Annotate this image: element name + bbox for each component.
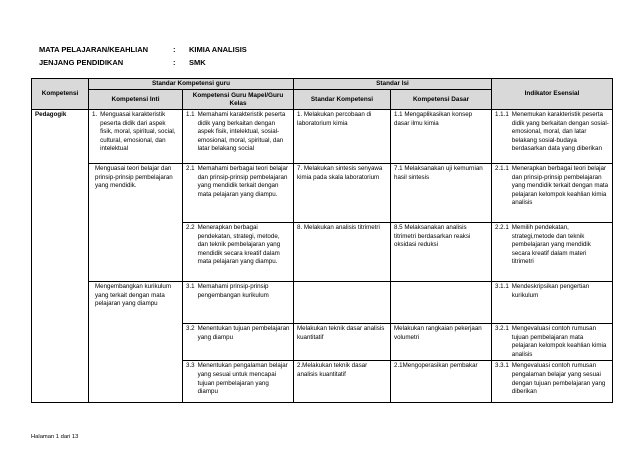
- cell-indikator-esensial: [492, 223, 613, 282]
- subject-label: MATA PELAJARAN/KEAHLIAN: [39, 45, 149, 54]
- kompetensi-inti-number: 1.: [92, 111, 98, 118]
- kompetensi-guru-mapel-number: 3.1: [186, 283, 195, 290]
- indikator-esensial-text: Menemukan karakteristik peserta didik yang berkaitan dengan sosial-emosional, moral, dan latar belakang sosial-budaya berdasarkan data yang diberikan: [511, 111, 609, 153]
- level-row: [39, 56, 247, 69]
- kompetensi-guru-mapel-number: 2.2: [186, 224, 195, 231]
- kompetensi-guru-mapel-number: 2.1: [186, 165, 195, 172]
- cell-kompetensi-guru-mapel: [183, 324, 294, 361]
- table-row: [32, 164, 613, 223]
- header-indikator-esensial: Indikator Esensial: [492, 79, 613, 110]
- cell-indikator-esensial: [492, 282, 613, 324]
- cell-kompetensi-dasar: 8.5 Melaksanakan analisis titrimetri berdasarkan reaksi oksidasi reduksi: [391, 223, 492, 282]
- kompetensi-guru-mapel-text: Menerapkan berbagai pendekatan, strategi, metode, dan teknik pembelajaran yang mendidik secara kreatif dalam mata pelajaran yang diampu.: [197, 224, 281, 266]
- subject-value: KIMIA ANALISIS: [189, 45, 247, 54]
- indikator-esensial-text: Mendeskripsikan pengertian kurikulum: [511, 283, 590, 299]
- cell-indikator-esensial: [492, 110, 613, 164]
- level-value: SMK: [189, 58, 206, 67]
- kompetensi-guru-mapel-number: 1.1: [186, 111, 195, 118]
- header-kompetensi: Kompetensi: [32, 79, 89, 110]
- header-standar-isi: Standar Isi: [294, 79, 492, 90]
- kompetensi-guru-mapel-text: Memahami berbagai teori belajar dan prinsip-prinsip pembelajaran yang mendidik terkait dengan mata pelajaran yang diampu.: [197, 165, 289, 198]
- table-row: [32, 282, 613, 324]
- cell-kompetensi-guru-mapel: [183, 164, 294, 223]
- document-header: [39, 43, 247, 69]
- indikator-esensial-number: 3.2.1: [495, 325, 509, 332]
- level-colon: :: [173, 58, 176, 67]
- cell-indikator-esensial: [492, 164, 613, 223]
- cell-kompetensi-inti: [89, 110, 183, 164]
- cell-standar-kompetensi: [294, 282, 391, 324]
- kompetensi-guru-mapel-text: Menentukan pengalaman belajar yang sesuai untuk mencapai tujuan pembelajaran yang diampu: [197, 362, 288, 396]
- cell-standar-kompetensi: 8. Melakukan analisis titrimetri: [294, 223, 391, 282]
- cell-standar-kompetensi: Melakukan teknik dasar analisis kuantitatif: [294, 324, 391, 361]
- cell-kompetensi-inti: [89, 282, 183, 403]
- indikator-esensial-number: 3.3.1: [495, 362, 509, 370]
- indikator-esensial-number: 3.1.1: [495, 283, 509, 290]
- indikator-esensial-number: 2.1.1: [495, 165, 509, 172]
- kompetensi-inti-text: Menguasai teori belajar dan prinsip-prinsip pembelajaran yang mendidik.: [95, 165, 173, 190]
- kompetensi-guru-mapel-text: Memahami karakteristik peserta didik yang berkaitan dengan aspek fisik, intelektual, sosial-emosional, moral, spiritual, dan latar belakang social: [197, 111, 286, 153]
- kompetensi-guru-mapel-number: 3.3: [186, 362, 195, 370]
- page-footer: Halaman 1 dari 13: [31, 434, 79, 440]
- cell-indikator-esensial: [492, 361, 613, 403]
- cell-kompetensi-inti: [89, 164, 183, 282]
- table-row: [32, 110, 613, 164]
- cell-kompetensi-dasar: 7.1 Melaksanakan uji kemurnian hasil sintesis: [391, 164, 492, 223]
- cell-kompetensi-guru-mapel: [183, 110, 294, 164]
- cell-kompetensi-dasar: 1.1 Mengaplikasikan konsep dasar ilmu kimia: [391, 110, 492, 164]
- indikator-esensial-number: 1.1.1: [495, 111, 509, 118]
- cell-indikator-esensial: [492, 324, 613, 361]
- cell-kompetensi-dasar: 2.1Mengoperasikan pembakar: [391, 361, 492, 403]
- header-standar-kompetensi: Standar Kompetensi: [294, 90, 391, 110]
- competency-table: [31, 78, 613, 403]
- cell-standar-kompetensi: 1. Melakukan percobaan di laboratorium kimia: [294, 110, 391, 164]
- indikator-esensial-number: 2.2.1: [495, 224, 509, 231]
- header-kompetensi-guru-mapel: Kompetensi Guru Mapel/Guru Kelas: [183, 90, 294, 110]
- cell-standar-kompetensi: 2.Melakukan teknik dasar analisis kuantitatif: [294, 361, 391, 403]
- indikator-esensial-text: Menerapkan berbagai teori belajar dan prinsip-prinsip pembelajaran yang mendidik terkait dengan mata pelajaran kelompok keahlian kimia analisis: [511, 165, 609, 207]
- indikator-esensial-text: Mengevaluasi contoh rumusan pengalaman belajar yang sesuai dengan tujuan pembelajaran yang diberikan: [511, 362, 606, 396]
- indikator-esensial-text: Memilih pendekatan, strategi,metode dan teknik pembelajaran yang mendidik secara kreatif dalam materi titrimetri: [511, 224, 591, 266]
- indikator-esensial-text: Mengevaluasi contoh rumusan tujuan pembelajaran mata pelajaran kelompok keahlian kimia analisis: [511, 325, 607, 358]
- cell-kompetensi-dasar: [391, 282, 492, 324]
- table-body: [32, 110, 613, 403]
- kompetensi-guru-mapel-number: 3.2: [186, 325, 195, 332]
- cell-kompetensi-guru-mapel: [183, 282, 294, 324]
- subject-row: [39, 43, 247, 56]
- cell-kompetensi: Pedagogik: [32, 110, 89, 403]
- kompetensi-inti-text: Mengembangkan kurikulum yang terkait dengan mata pelajaran yang diampu: [95, 283, 172, 308]
- subject-colon: :: [173, 45, 176, 54]
- kompetensi-guru-mapel-text: Menentukan tujuan pembelajaran yang diampu: [197, 325, 290, 341]
- header-kompetensi-dasar: Kompetensi Dasar: [391, 90, 492, 110]
- kompetensi-inti-text: Menguasai karakteristik peserta didik dari aspek fisik, moral, spiritual, social, cultural, emosional, dan intelektual: [100, 111, 176, 153]
- cell-kompetensi-guru-mapel: [183, 361, 294, 403]
- header-standar-kompetensi-guru: Standar Kompetensi guru: [89, 79, 294, 90]
- cell-kompetensi-dasar: Melakukan rangkaian pekerjaan volumetri: [391, 324, 492, 361]
- cell-kompetensi-guru-mapel: [183, 223, 294, 282]
- kompetensi-guru-mapel-text: Memahami prinsip-prinsip pengembangan kurikulum: [197, 283, 269, 299]
- level-label: JENJANG PENDIDIKAN: [39, 58, 124, 67]
- cell-standar-kompetensi: 7. Melakukan sintesis senyawa kimia pada skala laboratorium: [294, 164, 391, 223]
- header-kompetensi-inti: Kompetensi Inti: [89, 90, 183, 110]
